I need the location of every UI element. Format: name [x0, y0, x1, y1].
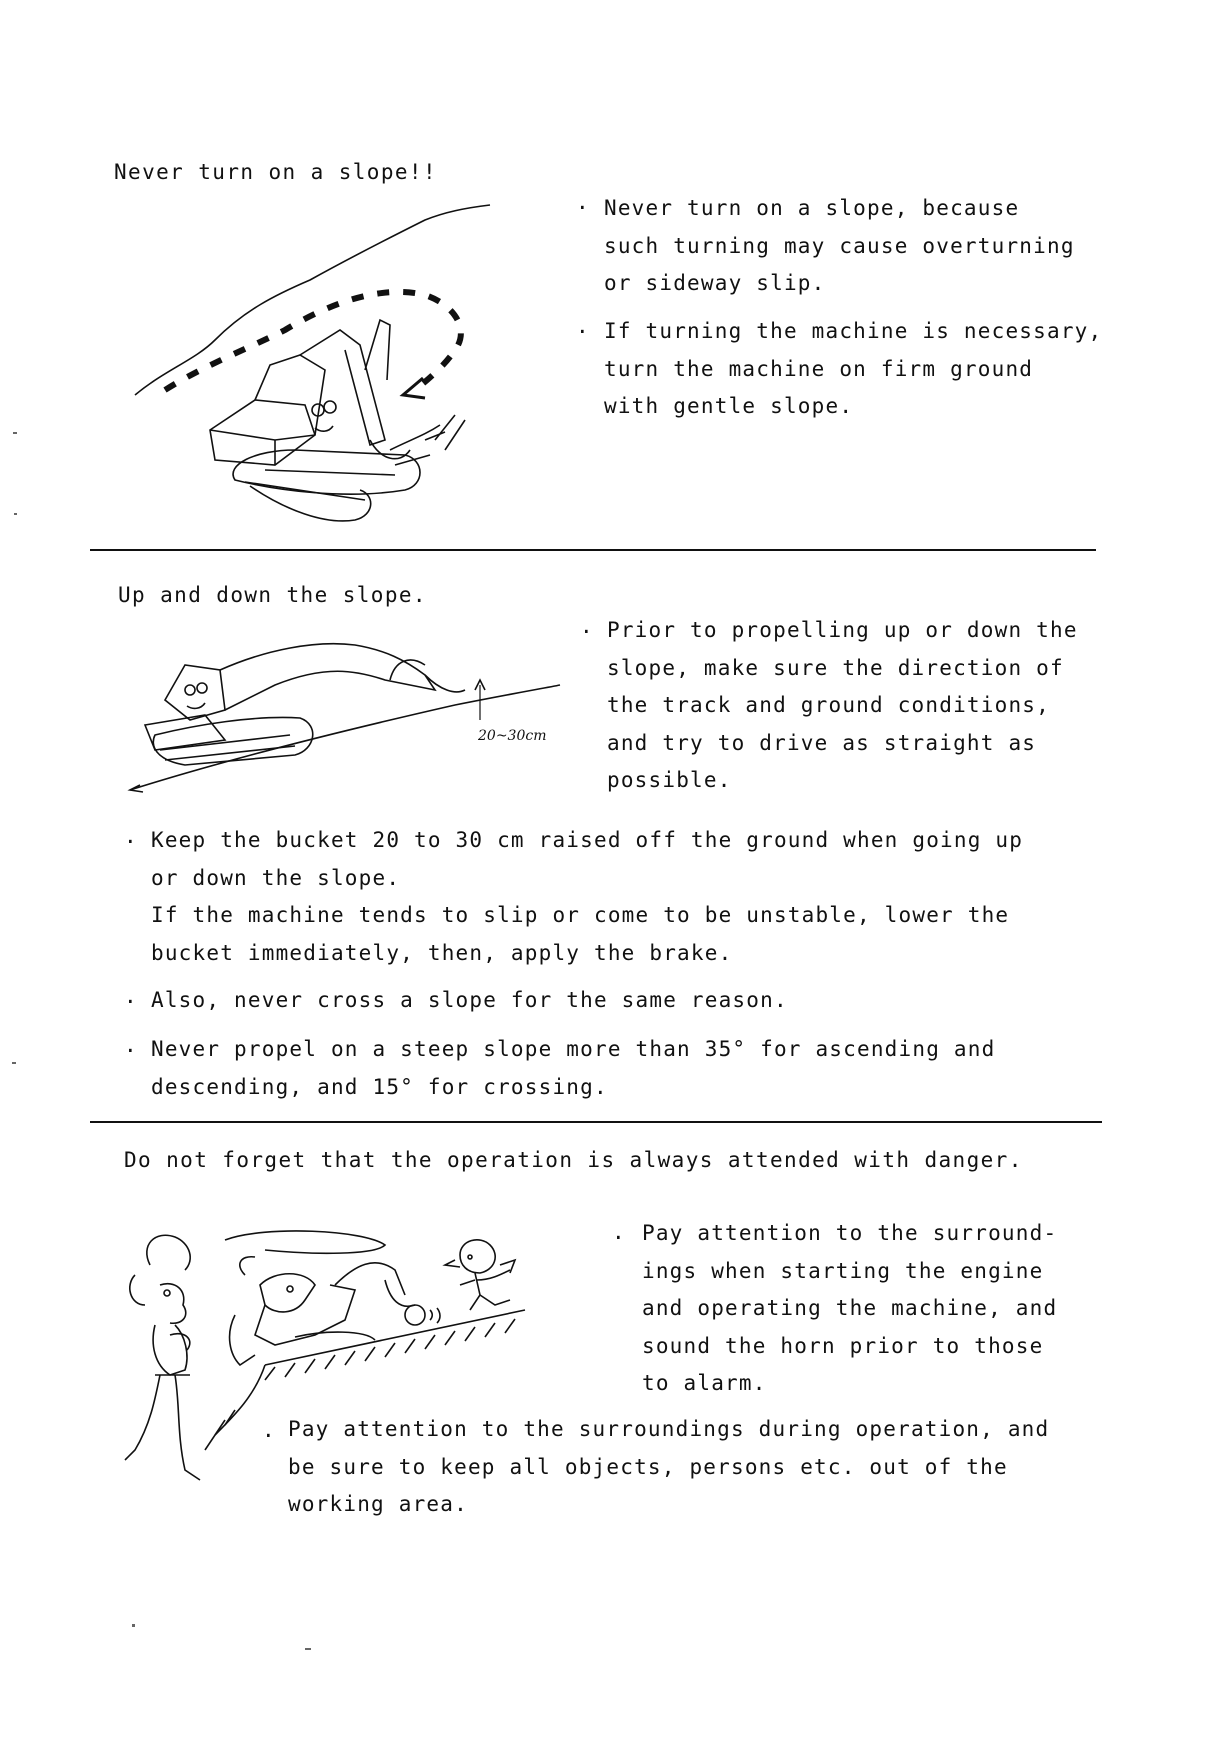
text-line: slope, make sure the direction of — [607, 655, 1064, 680]
text-line: the track and ground conditions, — [607, 693, 1050, 717]
text-line: bucket immediately, then, apply the brake. — [151, 940, 733, 965]
scan-mark — [132, 1624, 135, 1627]
section2-bullet3 — [151, 982, 788, 1020]
divider — [90, 549, 1096, 551]
text-line: Also, never cross a slope for the same reason. — [151, 988, 788, 1012]
bullet-dot: · — [124, 1039, 137, 1063]
section1-bullet2 — [604, 313, 1102, 426]
text-line: and operating the machine, and — [642, 1296, 1058, 1320]
excavator-slope-illustration — [125, 640, 585, 800]
text-line: to alarm. — [642, 1371, 767, 1395]
height-label: 20~30cm — [478, 728, 547, 744]
text-line: If the machine tends to slip or come to be unstable, lower the — [151, 903, 1010, 927]
bullet-period: . — [262, 1418, 275, 1442]
text-line: Never turn on a slope, because — [604, 196, 1020, 220]
text-line: Pay attention to the surroundings during operation, and — [288, 1417, 1050, 1441]
section2-bullet2 — [151, 822, 1023, 972]
text-line: If turning the machine is necessary, — [604, 319, 1103, 343]
bullet-dot: · — [576, 320, 589, 344]
excavator-turning-illustration — [125, 200, 505, 540]
bullet-dot: · — [576, 196, 589, 220]
text-line: with gentle slope. — [604, 394, 854, 418]
text-line: be sure to keep all objects, persons etc. out of the — [288, 1454, 1008, 1479]
bullet-dot: · — [124, 830, 137, 854]
text-line: such turning may cause overturning — [604, 233, 1075, 258]
bullet-dot: · — [580, 620, 593, 644]
text-line: or sideway slip. — [604, 271, 826, 295]
section3-bullet1 — [642, 1215, 1057, 1403]
text-line: and try to drive as straight as — [607, 730, 1037, 755]
scan-mark — [305, 1648, 311, 1650]
scan-mark — [12, 1062, 16, 1064]
divider — [90, 1121, 1102, 1123]
section3-heading: Do not forget that the operation is always attended with danger. — [124, 1148, 1023, 1172]
bullet-period: . — [612, 1220, 625, 1244]
text-line: ings when starting the engine — [642, 1258, 1044, 1283]
section1-bullet1 — [604, 190, 1075, 303]
scan-mark — [14, 513, 17, 515]
text-line: Keep the bucket 20 to 30 cm raised off the ground when going up — [151, 828, 1024, 852]
text-line: Never propel on a steep slope more than 35° for ascending and — [151, 1037, 996, 1061]
section2-bullet4 — [151, 1031, 995, 1106]
scan-mark — [13, 432, 17, 434]
text-line: turn the machine on firm ground — [604, 356, 1034, 381]
text-line: Pay attention to the surround- — [642, 1221, 1058, 1245]
text-line: descending, and 15° for crossing. — [151, 1074, 608, 1099]
section2-bullet1 — [607, 612, 1078, 800]
text-line: possible. — [607, 768, 732, 792]
text-line: sound the horn prior to those — [642, 1333, 1044, 1358]
text-line: or down the slope. — [151, 865, 401, 890]
section1-heading: Never turn on a slope!! — [114, 160, 437, 184]
bullet-dot: · — [124, 990, 137, 1014]
surroundings-illustration — [115, 1225, 605, 1505]
text-line: Prior to propelling up or down the — [607, 618, 1078, 642]
section2-heading: Up and down the slope. — [118, 583, 427, 607]
text-line: working area. — [288, 1492, 468, 1516]
